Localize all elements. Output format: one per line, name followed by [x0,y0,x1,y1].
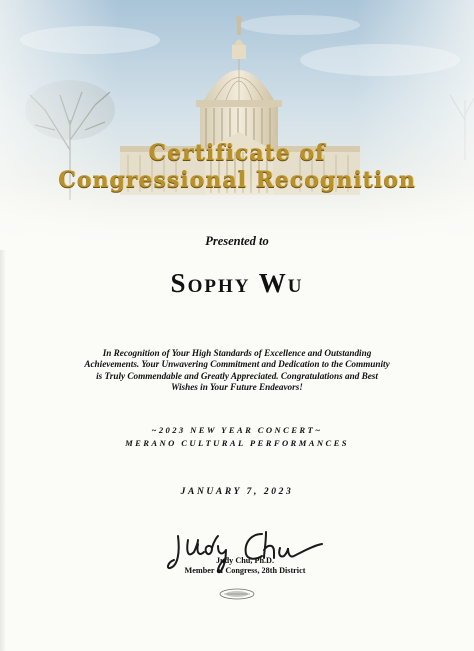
certificate-title-line1: Certificate of [148,140,326,166]
signer-block [170,556,320,576]
signer-name: Judy Chu, Ph.D. [215,556,275,565]
presented-label: Presented to [205,234,269,248]
event-organization: MERANO CULTURAL PERFORMANCES [125,438,349,448]
signer-title: Member of Congress, 28th District [184,566,306,575]
event-name: ~2023 NEW YEAR CONCERT~ [151,425,323,435]
congressional-seal-icon [218,588,256,600]
certificate-date: JANUARY 7, 2023 [180,487,294,497]
capitol-illustration [0,0,474,250]
certificate-title-line2: Congressional Recognition [58,167,416,193]
recognition-text: In Recognition of Your High Standards of Excellence and Outstanding Achievements. Your Unwavering Commitment and Dedication to the Community is Truly Commendable and Greatly Appreciated. Congratulations and Best Wishes in Your Future Endeavors! [84,348,390,392]
recipient-name: Sophy Wu [170,268,304,298]
